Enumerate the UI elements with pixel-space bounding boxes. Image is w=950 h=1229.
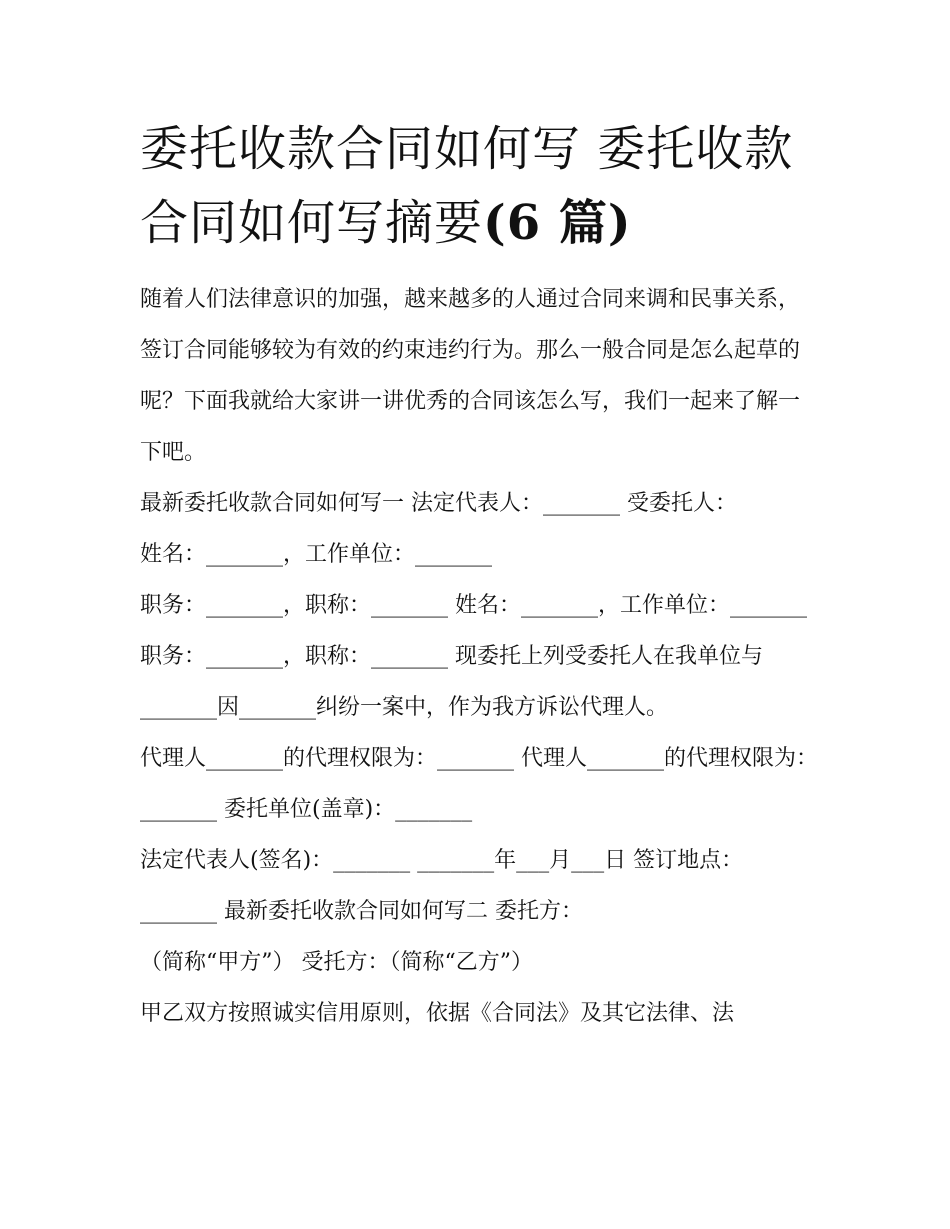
title-line-2: 合同如何写摘要 xyxy=(140,195,484,251)
document-title xyxy=(140,112,820,260)
client-position-line: 职务：_______，职称：_______ 姓名：_______，工作单位：_______ xyxy=(140,593,807,618)
title-line-1: 委托收款合同如何写 委托收款 xyxy=(140,121,794,177)
contract-one-heading: 最新委托收款合同如何写一 法定代表人：_______ 受委托人： xyxy=(140,491,737,516)
party-abbreviations: （简称“甲方”） 受托方：（简称“乙方”） xyxy=(140,950,533,975)
agreement-basis: 甲乙双方按照诚实信用原则，依据《合同法》及其它法律、法 xyxy=(140,1001,735,1026)
signature-line: 法定代表人(签名)：_______ _______年___月___日 签订地点：_______ 最新委托收款合同如何写二 委托方： xyxy=(140,848,744,924)
title-count: (6 篇) xyxy=(483,195,632,251)
intro-paragraph: 随着人们法律意识的加强，越来越多的人通过合同来调和民事关系，签订合同能够较为有效的约束违约行为。那么一般合同是怎么起草的呢？下面我就给大家讲一讲优秀的合同该怎么写，我们一起来了解一下吧。 xyxy=(140,287,801,465)
document-page xyxy=(140,112,820,1039)
agent-authority: 代理人_______的代理权限为：_______ 代理人_______的代理权限为：_______ 委托单位(盖章)：_______ xyxy=(140,746,818,822)
client-name-line: 姓名：_______，工作单位：_______ xyxy=(140,542,493,567)
entrust-statement: 职务：_______，职称：_______ 现委托上列受委托人在我单位与_______因_______纠纷一案中，作为我方诉讼代理人。 xyxy=(140,644,763,720)
